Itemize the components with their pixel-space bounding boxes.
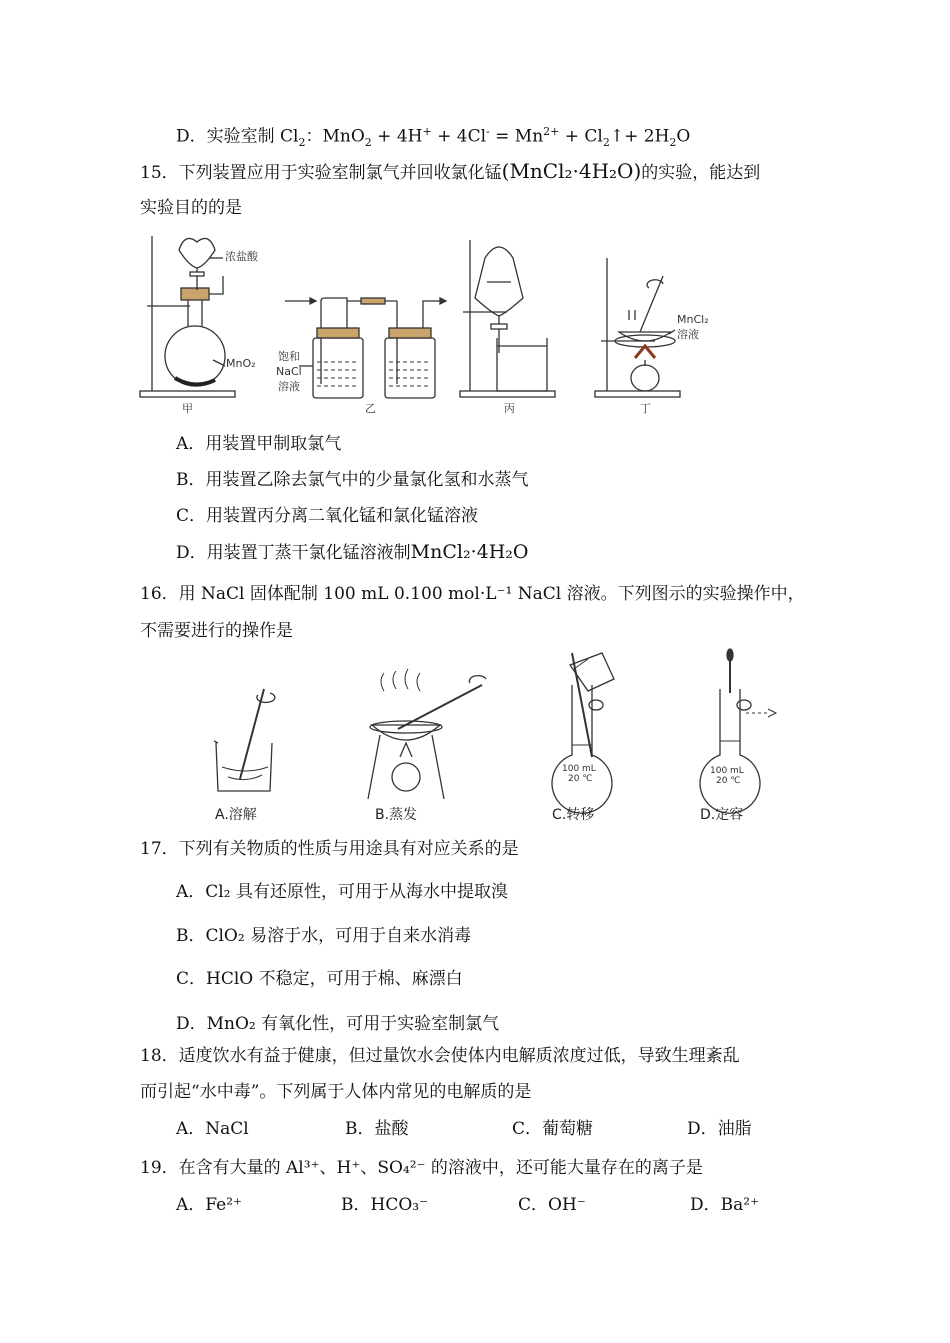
q19-stem: 19．在含有大量的 Al³⁺、H⁺、SO₄²⁻ 的溶液中，还可能大量存在的离子是	[140, 1158, 703, 1178]
apparatus-label-jia: 甲	[182, 402, 193, 415]
q15-stem-1b: 的实验，能达到	[641, 163, 761, 183]
q15-option-d	[176, 541, 528, 564]
q16-stem-line1: 16．用 NaCl 固体配制 100 mL 0.100 mol·L⁻¹ NaCl 溶液。下列图示的实验操作中，	[140, 584, 805, 604]
q14-d-eq-d: + Cl	[559, 126, 603, 147]
op-transfer	[552, 653, 614, 813]
make-volume-flask	[700, 689, 760, 813]
q14-d-eq-f: O	[676, 126, 691, 147]
jia-round-flask	[165, 326, 225, 386]
tripod-leg-2	[432, 735, 444, 799]
q18-stem-line2: 而引起“水中毒”。下列属于人体内常见的电解质的是	[140, 1082, 532, 1102]
transfer-flask-mark-2: 20 ℃	[568, 774, 593, 784]
q18-option-c: C．葡萄糖	[512, 1119, 594, 1139]
q15-option-c: C．用装置丙分离二氧化锰和氯化锰溶液	[176, 506, 479, 526]
jia-stopcock	[190, 272, 204, 276]
q14-option-d: D．实验室制 $Cl_2$：$MnO_2 + 4H^+ + 4Cl^- = Mn^{2+}$ + $Cl_2↑+ 2H_2O$	[176, 125, 691, 150]
ding-stand-base	[595, 391, 680, 397]
jia-mno2-solid	[175, 378, 215, 385]
op-evaporate	[368, 669, 486, 799]
apparatus-jia	[140, 236, 235, 397]
q19-option-b: B．HCO₃⁻	[341, 1195, 429, 1215]
yi-rubber-connector	[361, 298, 385, 304]
make-volume-flask-mark-2: 20 ℃	[716, 776, 741, 786]
yi-stopper-2	[389, 328, 431, 338]
evaporate-vapor	[381, 669, 420, 691]
ding-evaporating-dish	[619, 332, 671, 341]
dissolve-stir-arrow	[257, 693, 275, 702]
bing-stand-base	[460, 391, 555, 397]
q14-d-eq-c: = Mn	[489, 126, 544, 147]
yi-solution-label-2: NaCl	[276, 365, 302, 378]
q18-option-d: D．油脂	[687, 1119, 752, 1139]
yi-solution-label-3: 溶液	[278, 380, 300, 393]
q14-d-eq-e: ↑+ 2H	[609, 126, 670, 147]
q19-option-a: A．Fe²⁺	[176, 1195, 242, 1215]
q19-option-d: D．Ba²⁺	[690, 1195, 760, 1215]
evaporate-glass-rod	[398, 685, 482, 729]
jia-stand-base	[140, 391, 235, 397]
q15-apparatus-figure	[135, 228, 725, 418]
q18-option-a: A．NaCl	[176, 1119, 249, 1139]
dissolve-stirring-rod	[240, 689, 264, 779]
transfer-flask-mark-1: 100 mL	[562, 764, 596, 774]
q17-option-a: A．Cl₂ 具有还原性，可用于从海水中提取溴	[176, 882, 508, 902]
q16-stem-line2: 不需要进行的操作是	[140, 621, 293, 641]
q15-option-d-formula: MnCl₂·4H₂O	[410, 541, 529, 563]
ding-flame	[635, 346, 655, 358]
q14-d-eq-b: + 4Cl	[431, 126, 487, 147]
q15-stem-line1	[140, 160, 760, 184]
ding-solution-label-1: MnCl₂	[677, 313, 709, 326]
ding-stirring-rod	[640, 276, 663, 332]
q15-formula: (MnCl₂·4H₂O)	[501, 159, 642, 183]
yi-solution-label-1: 饱和	[278, 350, 300, 363]
caption-transfer: C.转移	[552, 807, 595, 823]
jia-stopper	[181, 288, 209, 300]
transfer-stopper	[589, 700, 603, 710]
apparatus-ding	[595, 258, 680, 397]
op-dissolve	[214, 689, 275, 791]
bing-stopcock	[491, 324, 507, 329]
yi-stopper-1	[317, 328, 359, 338]
make-volume-flask-mark-1: 100 mL	[710, 766, 744, 776]
apparatus-yi	[285, 298, 446, 398]
q18-stem-line1: 18．适度饮水有益于健康，但过量饮水会使体内电解质浓度过低，导致生理紊乱	[140, 1046, 740, 1066]
yi-bottle-2	[385, 338, 435, 398]
caption-evaporate: B.蒸发	[375, 807, 418, 823]
q15-stem-line2: 实验目的的是	[140, 198, 242, 218]
apparatus-label-ding: 丁	[640, 402, 651, 415]
q17-option-d: D．MnO₂ 有氧化性，可用于实验室制氯气	[176, 1014, 500, 1034]
jia-solid-label: MnO₂	[226, 357, 256, 370]
q17-option-b: B．ClO₂ 易溶于水，可用于自来水消毒	[176, 926, 472, 946]
q15-stem-1: 15．下列装置应用于实验室制氯气并回收氯化锰	[140, 163, 502, 183]
jia-separatory-funnel	[179, 238, 215, 268]
caption-dissolve: A.溶解	[215, 807, 257, 823]
q15-option-b: B．用装置乙除去氯气中的少量氯化氢和水蒸气	[176, 470, 529, 490]
apparatus-bing	[460, 240, 555, 397]
q14-d-prefix: D．实验室制 Cl	[176, 126, 299, 147]
caption-make-volume: D.定容	[700, 807, 744, 823]
make-volume-stopper	[737, 700, 751, 710]
jia-reagent-label: 浓盐酸	[225, 250, 258, 263]
jia-outlet-tube	[209, 276, 223, 294]
tripod-leg-1	[368, 735, 380, 799]
ding-stir-arrow	[647, 280, 663, 288]
evaporate-alcohol-lamp	[392, 763, 420, 791]
q17-option-c: C．HClO 不稳定，可用于棉、麻漂白	[176, 969, 463, 989]
q14-d-mid: ：MnO	[305, 126, 365, 147]
q15-option-d-text: D．用装置丁蒸干氯化锰溶液制	[176, 543, 411, 563]
q16-operations-figure	[200, 645, 800, 827]
apparatus-label-yi: 乙	[365, 402, 376, 415]
q15-option-a: A．用装置甲制取氯气	[176, 434, 342, 454]
q14-d-eq-a: + 4H	[371, 126, 423, 147]
ding-alcohol-lamp	[631, 365, 659, 391]
q17-stem: 17．下列有关物质的性质与用途具有对应关系的是	[140, 839, 519, 859]
apparatus-label-bing: 丙	[504, 402, 515, 415]
ding-solution-label-2: 溶液	[677, 328, 699, 341]
op-make-volume	[700, 649, 776, 813]
q18-option-b: B．盐酸	[345, 1119, 409, 1139]
q19-option-c: C．OH⁻	[518, 1195, 586, 1215]
